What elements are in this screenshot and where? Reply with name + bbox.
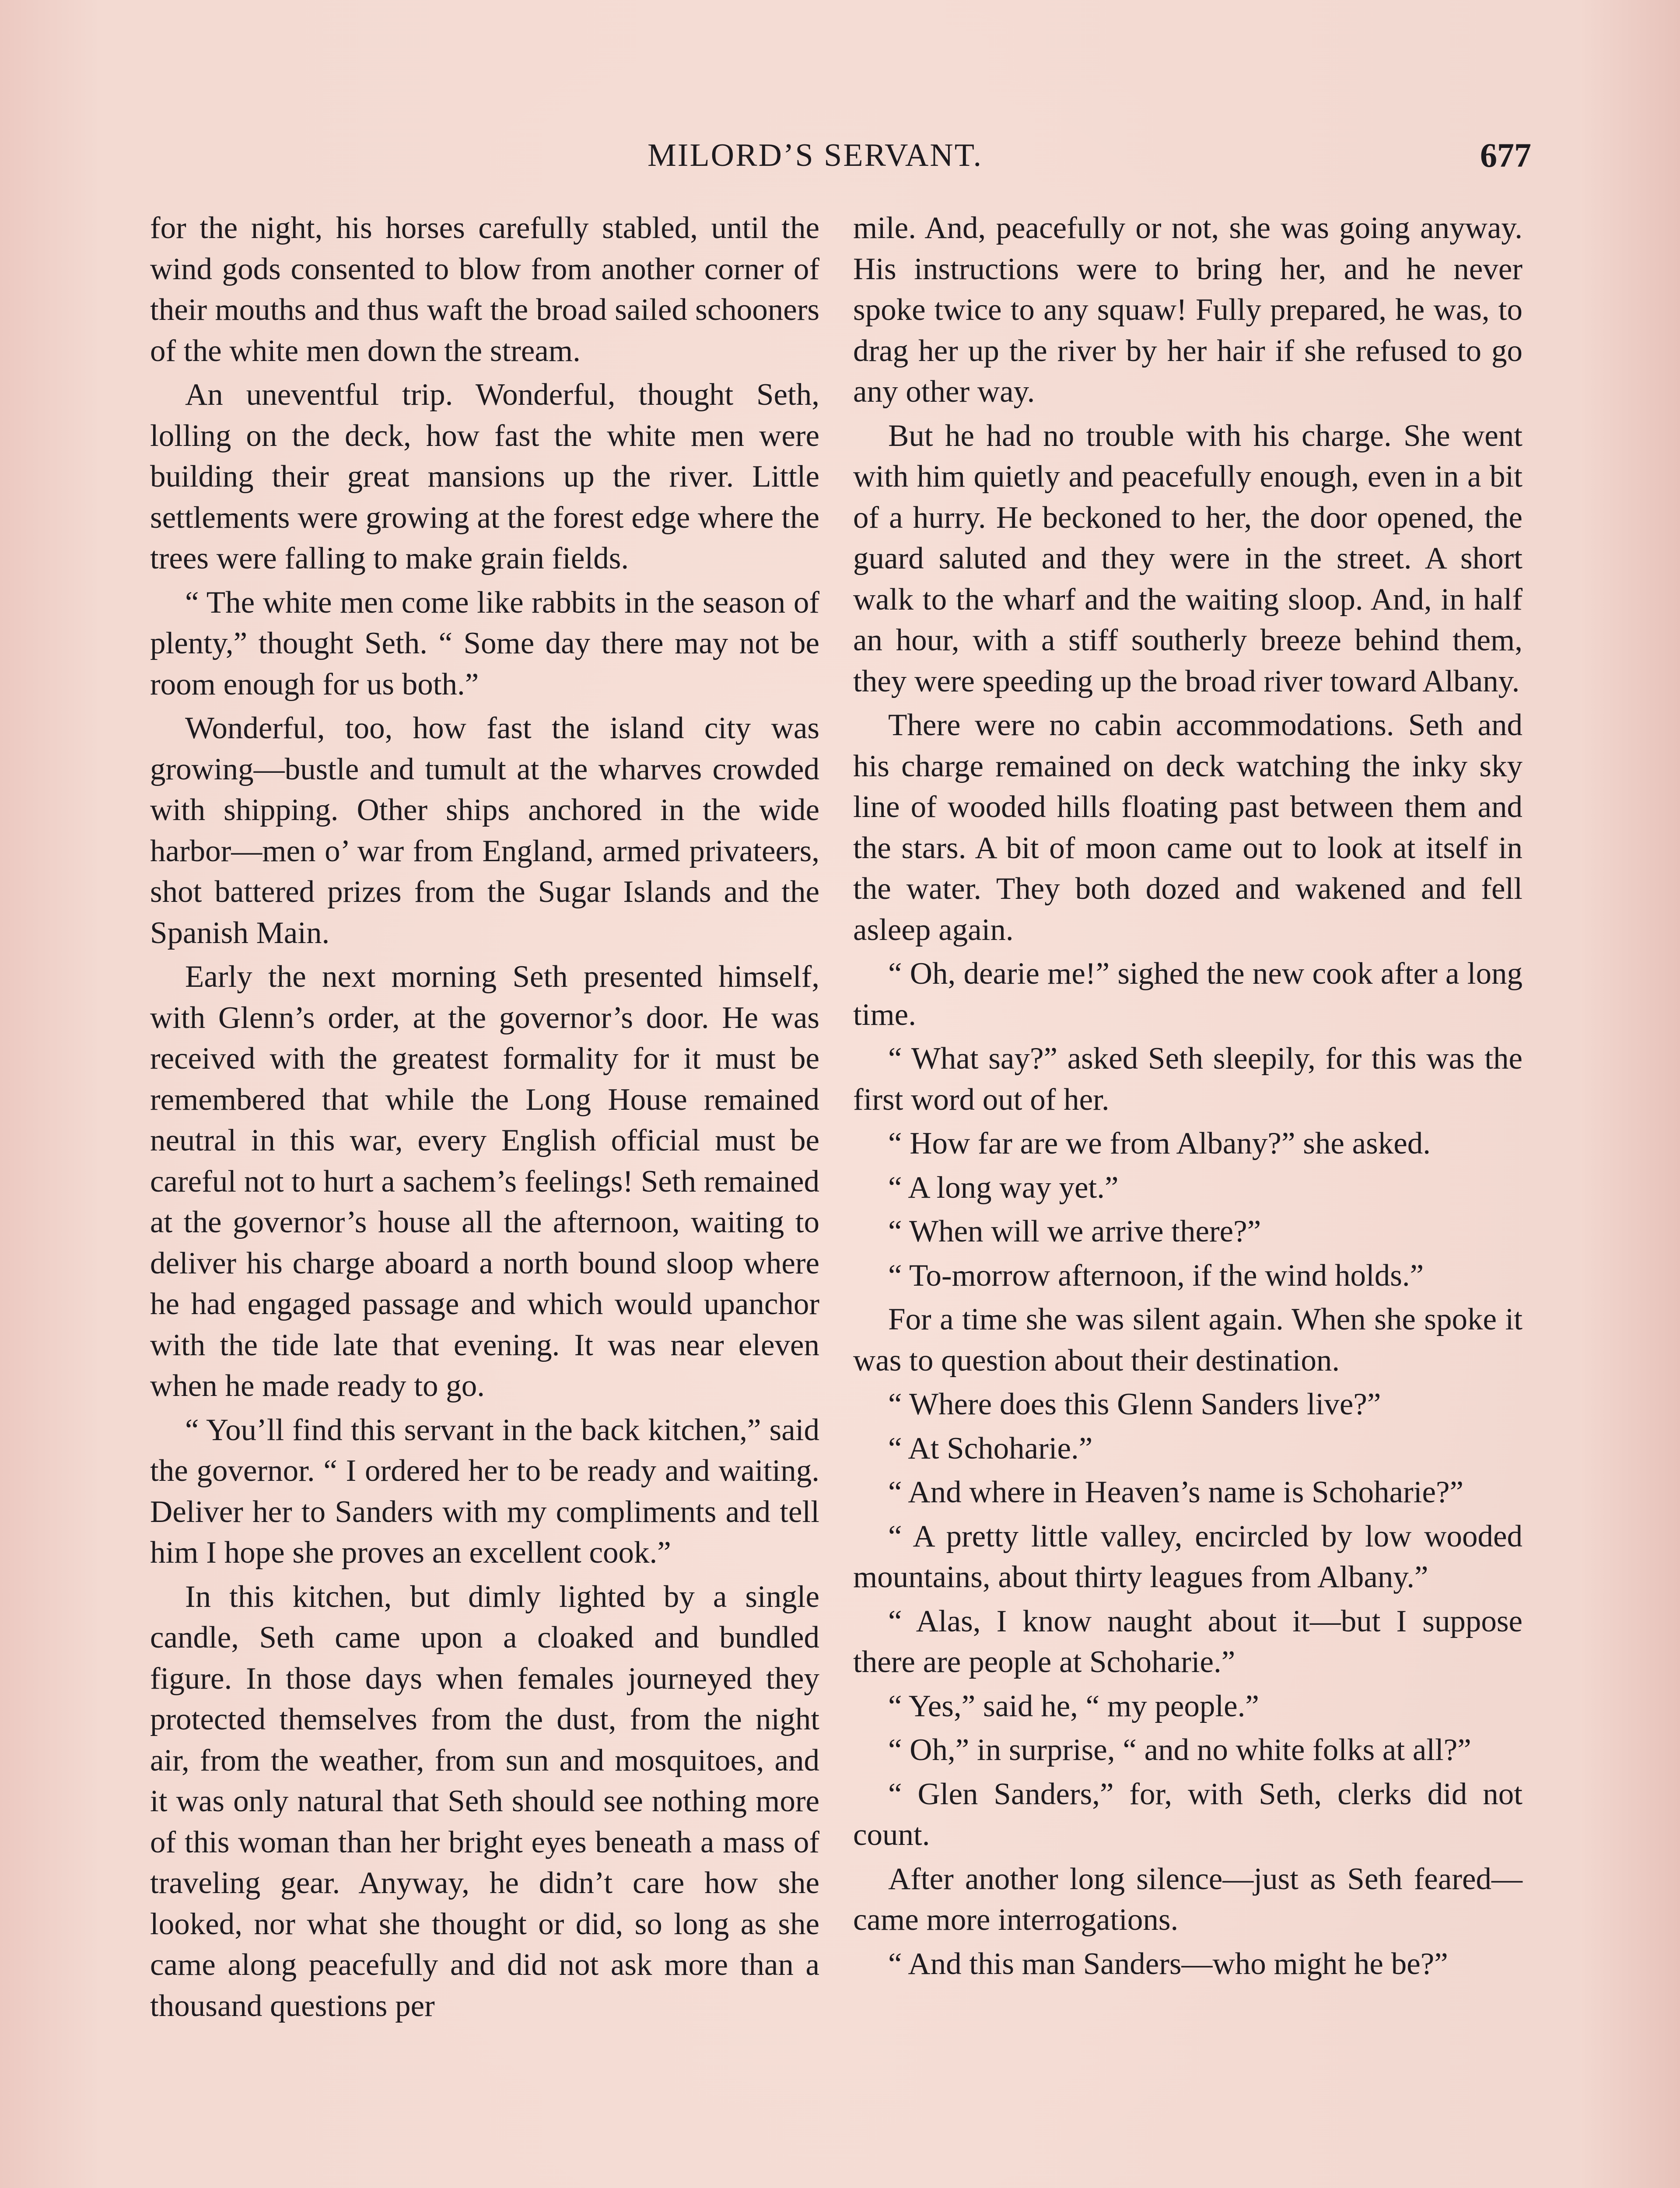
right-column — [853, 208, 1522, 1988]
paragraph: “ When will we arrive there?” — [888, 1214, 1261, 1248]
paragraph: “ And this man Sanders—who might he be?” — [888, 1946, 1448, 1981]
paragraph: “ What say?” asked Seth sleepily, for this was the first word out of her. — [853, 1041, 1522, 1117]
paragraph: for the night, his horses carefully stabled, until the wind gods consented to blow from another corner of their mouths and thus waft the broad sailed schooners of the white men down the stream. — [150, 211, 819, 368]
paragraph: “ Oh, dearie me!” sighed the new cook after a long time. — [853, 957, 1522, 1032]
paragraph: For a time she was silent again. When she spoke it was to question about their destination. — [853, 1302, 1522, 1378]
paragraph: Early the next morning Seth presented himself, with Glenn’s order, at the governor’s door. He was received with the greatest formality for it must be remembered that while the Long House remained neutral in this war, every English official must be careful not to hurt a sachem’s feelings! Seth remained at the governor’s house all the afternoon, waiting to deliver his charge aboard a north bound sloop where he had engaged passage and which would upanchor with the tide late that evening. It was near eleven when he made ready to go. — [150, 960, 819, 1403]
paragraph: “ A long way yet.” — [888, 1170, 1119, 1205]
paragraph: “ Alas, I know naught about it—but I suppose there are people at Schoharie.” — [853, 1604, 1522, 1679]
paragraph: “ Where does this Glenn Sanders live?” — [888, 1387, 1381, 1421]
page-header — [149, 133, 1531, 182]
paragraph: “ And where in Heaven’s name is Schoharie?” — [888, 1475, 1463, 1509]
paragraph: mile. And, peacefully or not, she was going anyway. His instructions were to bring her, and he never spoke twice to any squaw! Fully prepared, he was, to drag her up the river by her hair if she refused to go any other way. — [853, 211, 1522, 409]
paragraph: But he had no trouble with his charge. She went with him quietly and peacefully enough, even in a bit of a hurry. He beckoned to her, the door opened, the guard saluted and they were in the street. A short walk to the wharf and the waiting sloop. And, in half an hour, with a stiff southerly breeze behind them, they were speeding up the broad river toward Albany. — [853, 418, 1522, 698]
paragraph: “ You’ll find this servant in the back kitchen,” said the governor. “ I ordered her to be ready and waiting. Deliver her to Sanders with my compliments and tell him I hope she proves an excellent cook.” — [150, 1413, 819, 1570]
paragraph: “ Oh,” in surprise, “ and no white folks at all?” — [888, 1733, 1471, 1767]
left-column — [150, 208, 819, 2030]
paragraph: After another long silence—just as Seth feared—came more interrogations. — [853, 1862, 1522, 1937]
page-number: 677 — [1480, 136, 1531, 174]
running-head: MILORD’S SERVANT. — [648, 137, 983, 173]
paragraph: “ At Schoharie.” — [888, 1431, 1093, 1466]
paragraph: “ The white men come like rabbits in the season of plenty,” thought Seth. “ Some day there may not be room enough for us both.” — [150, 585, 819, 701]
paragraph: “ How far are we from Albany?” she asked. — [888, 1126, 1431, 1161]
paragraph: In this kitchen, but dimly lighted by a single candle, Seth came upon a cloaked and bundled figure. In those days when females journeyed they protected themselves from the dust, from the night air, from the weather, from sun and mosquitoes, and it was only natural that Seth should see nothing more of this woman than her bright eyes beneath a mass of traveling gear. Anyway, he didn’t care how she looked, nor what she thought or did, so long as she came along peacefully and did not ask more than a thousand questions per — [150, 1579, 819, 2023]
paragraph: “ To-morrow afternoon, if the wind holds.” — [888, 1258, 1424, 1293]
paragraph: “ A pretty little valley, encircled by low wooded mountains, about thirty leagues from Albany.” — [853, 1519, 1522, 1594]
paragraph: “ Glen Sanders,” for, with Seth, clerks did not count. — [853, 1777, 1522, 1852]
paragraph: Wonderful, too, how fast the island city was growing—bustle and tumult at the wharves crowded with shipping. Other ships anchored in the wide harbor—men o’ war from England, armed privateers, shot battered prizes from the Sugar Islands and the Spanish Main. — [150, 711, 819, 950]
paragraph: “ Yes,” said he, “ my people.” — [888, 1689, 1259, 1723]
paragraph: An uneventful trip. Wonderful, thought Seth, lolling on the deck, how fast the white men were building their great mansions up the river. Little settlements were growing at the forest edge where the trees were falling to make grain fields. — [150, 378, 819, 575]
paragraph: There were no cabin accommodations. Seth and his charge remained on deck watching the inky sky line of wooded hills floating past between them and the stars. A bit of moon came out to look at itself in the water. They both dozed and wakened and fell asleep again. — [853, 708, 1522, 947]
